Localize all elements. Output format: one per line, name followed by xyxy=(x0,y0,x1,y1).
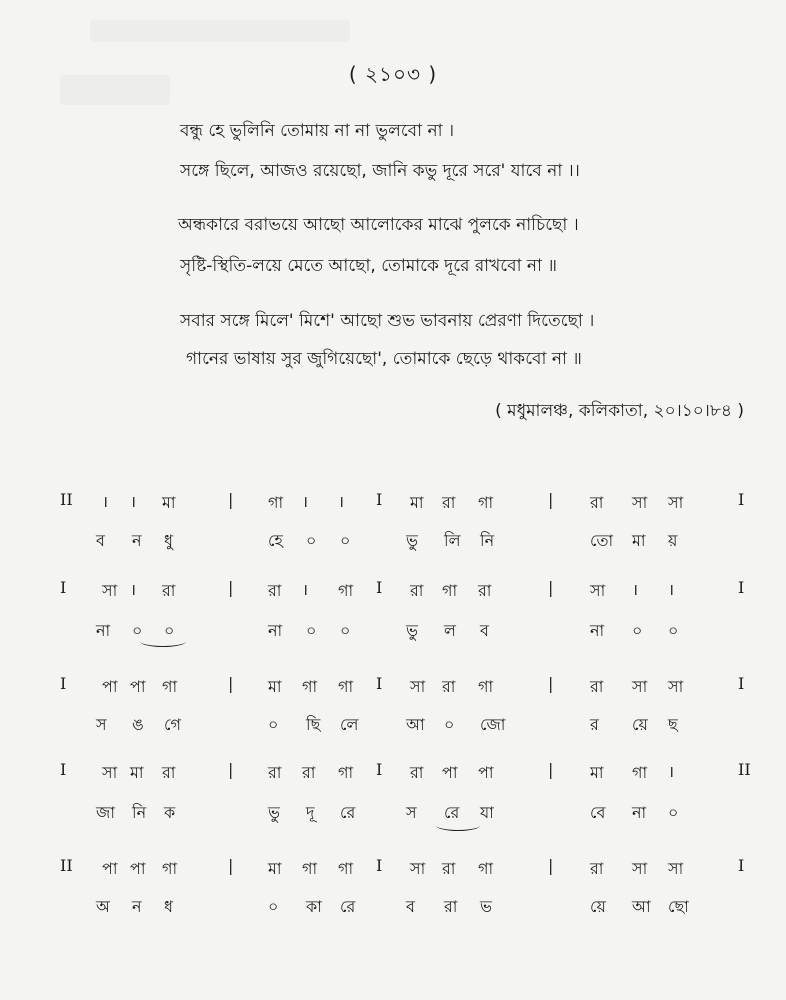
lyric-syllable: ০ xyxy=(132,621,143,640)
swara-note: | xyxy=(228,674,234,693)
lyric-syllable: ০ xyxy=(306,621,317,640)
song-number: ( ২১০৩ ) xyxy=(348,62,438,86)
swara-note: মা xyxy=(268,677,282,696)
swara-note: I xyxy=(60,578,67,597)
lyric-syllable: ছি xyxy=(306,715,321,734)
lyric-syllable: হে xyxy=(268,531,283,550)
swara-note: গা xyxy=(338,763,354,782)
swara-note: | xyxy=(548,674,554,693)
swara-note: । xyxy=(130,580,137,599)
lyric-syllable: বে xyxy=(590,803,606,822)
swara-note: I xyxy=(376,490,383,509)
lyric-line-2: সঙ্গে ছিলে, আজও রয়েছো, জানি কভু দূরে সরে' যাবে না ।। xyxy=(180,161,580,181)
lyric-syllable: ০ xyxy=(268,715,279,734)
citation: ( মধুমালঞ্চ, কলিকাতা, ২০।১০।৮৪ ) xyxy=(495,401,744,421)
lyric-syllable: ভু xyxy=(406,531,418,550)
swara-note: রা xyxy=(268,763,282,782)
lyric-syllable: ভু xyxy=(268,803,280,822)
swara-note: পা xyxy=(130,677,146,696)
lyric-syllable: ০ xyxy=(668,621,679,640)
lyric-syllable: য়ে xyxy=(632,715,648,734)
lyric-syllable: না xyxy=(590,621,605,640)
lyric-syllable: না xyxy=(268,621,283,640)
lyric-syllable: ব xyxy=(96,531,105,550)
swara-note: I xyxy=(376,674,383,693)
swara-note: II xyxy=(738,760,751,779)
lyric-syllable: ভ xyxy=(480,897,492,916)
swara-note: I xyxy=(60,760,67,779)
lyric-syllable: ন xyxy=(132,897,142,916)
swara-note: গা xyxy=(338,677,354,696)
swara-note: গা xyxy=(302,859,318,878)
swara-note: গা xyxy=(442,581,458,600)
swara-note: | xyxy=(228,856,234,875)
swara-note: । xyxy=(668,580,675,599)
swara-note: গা xyxy=(162,859,178,878)
lyric-syllable: রে xyxy=(340,803,356,822)
swara-note: রা xyxy=(410,581,424,600)
swara-note: রা xyxy=(410,763,424,782)
swara-note: পা xyxy=(478,763,494,782)
lyric-syllable: না xyxy=(632,803,647,822)
swara-note: পা xyxy=(102,859,118,878)
lyric-syllable: ব xyxy=(406,897,415,916)
background-smudge xyxy=(90,20,350,42)
lyric-syllable: ০ xyxy=(340,621,351,640)
lyric-syllable: রে xyxy=(444,803,460,822)
lyric-syllable: ০ xyxy=(268,897,279,916)
swara-note: । xyxy=(130,492,137,511)
swara-note: | xyxy=(548,490,554,509)
swara-note: গা xyxy=(162,677,178,696)
lyric-syllable: স xyxy=(406,803,417,822)
swara-note: | xyxy=(228,490,234,509)
swara-note: | xyxy=(548,578,554,597)
swara-note: II xyxy=(60,856,73,875)
lyric-syllable: নি xyxy=(480,531,495,550)
swara-note: পা xyxy=(442,763,458,782)
lyric-syllable: ভু xyxy=(406,621,418,640)
swara-note: সা xyxy=(668,859,684,878)
lyric-syllable: ঙ xyxy=(132,715,144,734)
swara-note: সা xyxy=(668,677,684,696)
swara-note: রা xyxy=(590,493,604,512)
lyric-syllable: অ xyxy=(96,897,110,916)
lyric-syllable: ০ xyxy=(164,621,175,640)
swara-note: রা xyxy=(162,581,176,600)
swara-note: সা xyxy=(410,677,426,696)
lyric-line-6: গানের ভাষায় সুর জুগিয়েছো', তোমাকে ছেড়ে থাকবো না ॥ xyxy=(186,349,582,369)
swara-note: রা xyxy=(442,859,456,878)
lyric-syllable: রা xyxy=(444,897,458,916)
swara-note: | xyxy=(548,760,554,779)
lyric-syllable: ০ xyxy=(340,531,351,550)
lyric-syllable: জো xyxy=(480,715,506,734)
swara-note: । xyxy=(668,762,675,781)
swara-note: মা xyxy=(590,763,604,782)
lyric-syllable: কা xyxy=(306,897,322,916)
lyric-syllable: ন xyxy=(132,531,142,550)
lyric-syllable: ক xyxy=(164,803,176,822)
swara-note: I xyxy=(376,760,383,779)
swara-note: । xyxy=(632,580,639,599)
swara-note: সা xyxy=(102,763,118,782)
swara-note: মা xyxy=(162,493,176,512)
swara-note: রা xyxy=(478,581,492,600)
lyric-syllable: লি xyxy=(444,531,461,550)
swara-note: রা xyxy=(302,763,316,782)
swara-note: গা xyxy=(478,677,494,696)
swara-note: II xyxy=(60,490,73,509)
swara-note: গা xyxy=(478,493,494,512)
lyric-line-5: সবার সঙ্গে মিলে' মিশে' আছো শুভ ভাবনায় প্রেরণা দিতেছো । xyxy=(180,311,595,331)
lyric-syllable: যা xyxy=(480,803,494,822)
swara-note: পা xyxy=(130,859,146,878)
lyric-syllable: স xyxy=(96,715,107,734)
swara-note: সা xyxy=(632,677,648,696)
swara-note: রা xyxy=(162,763,176,782)
swara-note: গা xyxy=(632,763,648,782)
lyric-syllable: ছ xyxy=(668,715,678,734)
swara-note: I xyxy=(738,578,745,597)
swara-note: রা xyxy=(442,677,456,696)
swara-note: I xyxy=(738,856,745,875)
swara-note: I xyxy=(738,674,745,693)
swara-note: পা xyxy=(102,677,118,696)
lyric-syllable: র xyxy=(590,715,599,734)
lyric-syllable: তো xyxy=(590,531,614,550)
slur-mark xyxy=(436,820,480,831)
swara-note: | xyxy=(228,760,234,779)
lyric-syllable: দূ xyxy=(306,803,315,822)
lyric-syllable: জা xyxy=(96,803,115,822)
swara-note: । xyxy=(102,492,109,511)
swara-note: গা xyxy=(338,859,354,878)
lyric-syllable: গে xyxy=(164,715,181,734)
swara-note: । xyxy=(302,580,309,599)
lyric-syllable: রে xyxy=(340,897,356,916)
swara-note: রা xyxy=(442,493,456,512)
lyric-syllable: না xyxy=(96,621,111,640)
swara-note: | xyxy=(548,856,554,875)
lyric-syllable: আ xyxy=(632,897,651,916)
swara-note: রা xyxy=(590,677,604,696)
swara-note: সা xyxy=(632,493,648,512)
swara-note: I xyxy=(60,674,67,693)
lyric-syllable: ০ xyxy=(632,621,643,640)
lyric-syllable: ব xyxy=(480,621,489,640)
swara-note: । xyxy=(338,492,345,511)
lyric-syllable: ০ xyxy=(306,531,317,550)
lyric-line-1: বন্ধু হে ভুলিনি তোমায় না না ভুলবো না । xyxy=(180,121,455,141)
swara-note: I xyxy=(376,856,383,875)
swara-note: গা xyxy=(302,677,318,696)
lyric-line-3: অন্ধকারে বরাভয়ে আছো আলোকের মাঝে পুলকে নাচিছো । xyxy=(178,215,579,235)
lyric-syllable: ধ xyxy=(164,897,173,916)
slur-mark xyxy=(140,636,186,647)
swara-note: সা xyxy=(632,859,648,878)
swara-note: মা xyxy=(410,493,424,512)
swara-note: | xyxy=(228,578,234,597)
lyric-syllable: মা xyxy=(632,531,646,550)
swara-note: সা xyxy=(668,493,684,512)
swara-note: I xyxy=(376,578,383,597)
swara-note: গা xyxy=(478,859,494,878)
swara-note: । xyxy=(302,492,309,511)
swara-note: সা xyxy=(410,859,426,878)
lyric-syllable: ০ xyxy=(444,715,455,734)
swara-note: গা xyxy=(268,493,284,512)
lyric-syllable: লে xyxy=(340,715,359,734)
swara-note: সা xyxy=(102,581,118,600)
lyric-syllable: য় xyxy=(668,531,678,550)
swara-note: রা xyxy=(590,859,604,878)
swara-note: গা xyxy=(338,581,354,600)
lyric-syllable: আ xyxy=(406,715,425,734)
lyric-syllable: ধু xyxy=(164,531,173,550)
swara-note: রা xyxy=(268,581,282,600)
swara-note: মা xyxy=(130,763,144,782)
swara-note: মা xyxy=(268,859,282,878)
lyric-syllable: ০ xyxy=(668,803,679,822)
lyric-syllable: ছো xyxy=(668,897,689,916)
lyric-syllable: ল xyxy=(444,621,456,640)
swara-note: I xyxy=(738,490,745,509)
swara-note: সা xyxy=(590,581,606,600)
lyric-syllable: য়ে xyxy=(590,897,606,916)
lyric-syllable: নি xyxy=(132,803,147,822)
lyric-line-4: সৃষ্টি-স্থিতি-লয়ে মেতে আছো, তোমাকে দূরে রাখবো না ॥ xyxy=(180,256,557,276)
